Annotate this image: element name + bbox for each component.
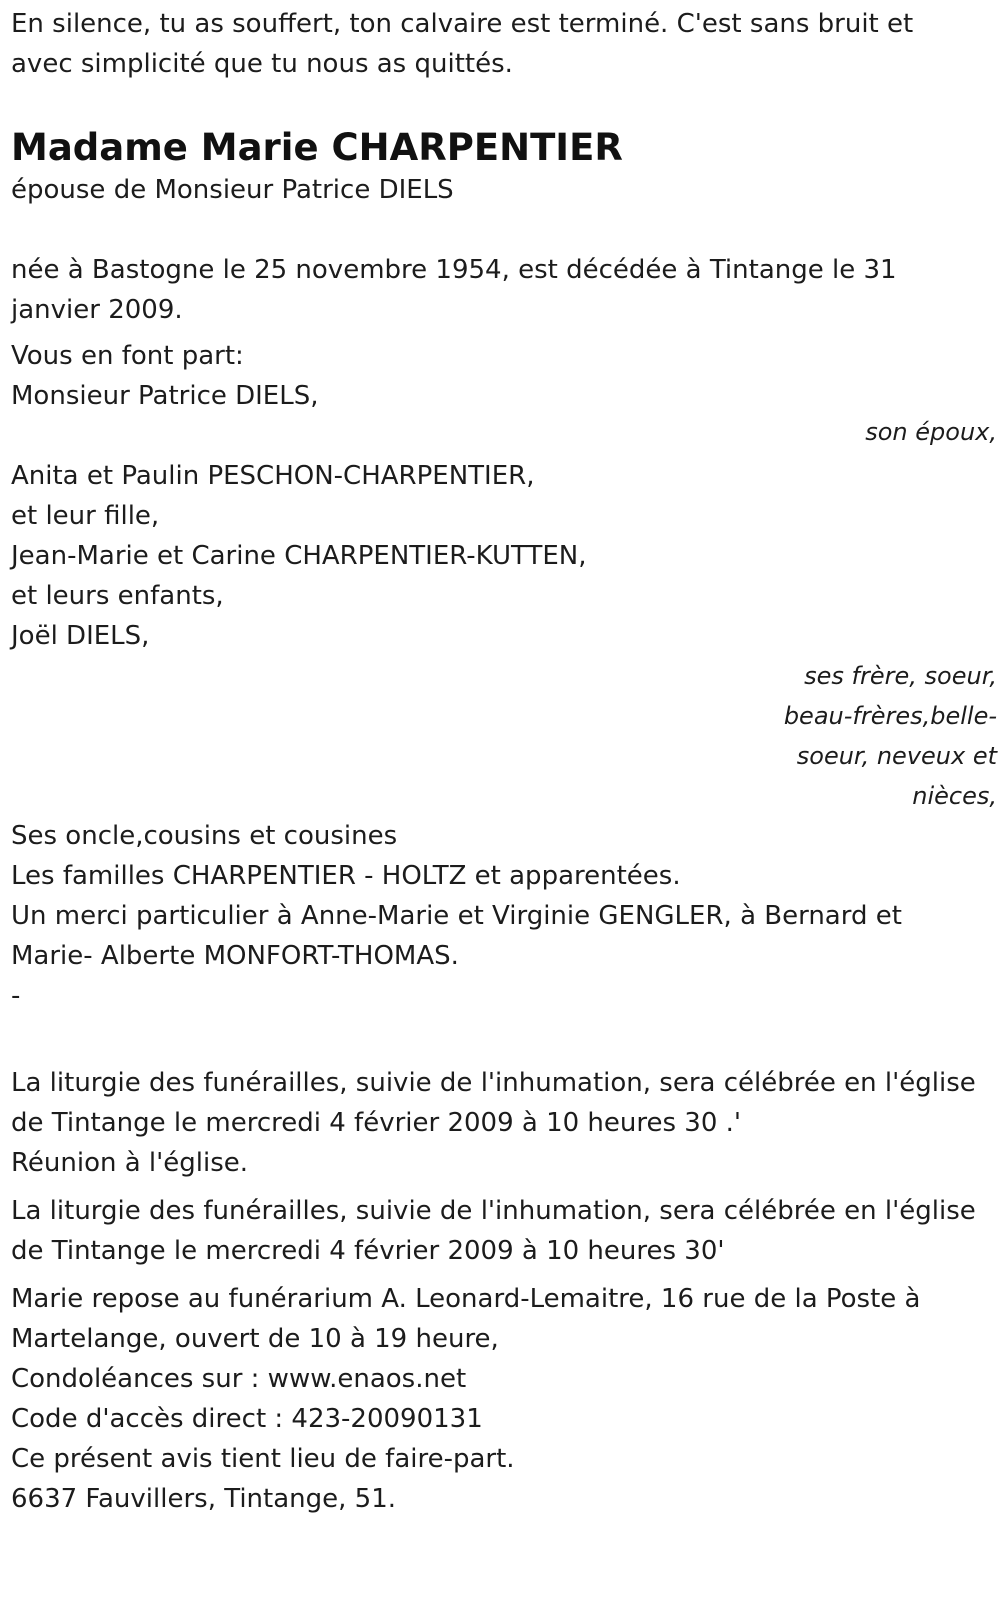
announcement-block bbox=[11, 336, 997, 1016]
deceased-name: Madame Marie CHARPENTIER bbox=[11, 126, 623, 169]
family-member: Jean-Marie et Carine CHARPENTIER-KUTTEN, bbox=[11, 541, 587, 571]
access-code-text: Code d'accès direct : 423-20090131 bbox=[11, 1404, 483, 1434]
funeral-text-1 bbox=[11, 1063, 997, 1143]
funerarium-line: Martelange, ouvert de 10 à 19 heure, bbox=[11, 1324, 499, 1354]
notice-text: Ce présent avis tient lieu de faire-part. bbox=[11, 1444, 515, 1474]
address-text: 6637 Fauvillers, Tintange, 51. bbox=[11, 1484, 396, 1514]
birth-line: née à Bastogne le 25 novembre 1954, est décédée à Tintange le 31 bbox=[11, 255, 897, 285]
others-line: Marie- Alberte MONFORT-THOMAS. bbox=[11, 941, 459, 971]
separator-dash: - bbox=[11, 981, 21, 1011]
others-line: Un merci particulier à Anne-Marie et Virginie GENGLER, à Bernard et bbox=[11, 901, 902, 931]
funeral-line: de Tintange le mercredi 4 février 2009 à 10 heures 30' bbox=[11, 1236, 725, 1266]
obituary-page bbox=[11, 4, 997, 1519]
reunion-text: Réunion à l'église. bbox=[11, 1148, 249, 1178]
family-member: Joël DIELS, bbox=[11, 621, 150, 651]
funerarium-line: Marie repose au funérarium A. Leonard-Lemaitre, 16 rue de la Poste à bbox=[11, 1284, 921, 1314]
intro-line: En silence, tu as souffert, ton calvaire est terminé. C'est sans bruit et bbox=[11, 9, 914, 39]
others-line: Ses oncle,cousins et cousines bbox=[11, 821, 398, 851]
intro-text bbox=[11, 4, 997, 84]
funeral-line: La liturgie des funérailles, suivie de l'inhumation, sera célébrée en l'église bbox=[11, 1068, 976, 1098]
intro-line: avec simplicité que tu nous as quittés. bbox=[11, 49, 513, 79]
birth-death-text bbox=[11, 250, 997, 330]
funeral-line: La liturgie des funérailles, suivie de l'inhumation, sera célébrée en l'église bbox=[11, 1196, 976, 1226]
funerarium-text bbox=[11, 1279, 997, 1359]
others-line: Les familles CHARPENTIER - HOLTZ et apparentées. bbox=[11, 861, 681, 891]
family-member: et leur fille, bbox=[11, 501, 160, 531]
birth-line: janvier 2009. bbox=[11, 295, 183, 325]
husband-name: Monsieur Patrice DIELS, bbox=[11, 381, 319, 411]
family-member: Anita et Paulin PESCHON-CHARPENTIER, bbox=[11, 461, 535, 491]
spouse-line: épouse de Monsieur Patrice DIELS bbox=[11, 175, 454, 205]
husband-role: son époux, bbox=[865, 418, 997, 446]
family-role-line: nièces, bbox=[912, 782, 997, 810]
family-role-line: ses frère, soeur, bbox=[804, 662, 997, 690]
family-role bbox=[777, 656, 997, 816]
condolences-text: Condoléances sur : www.enaos.net bbox=[11, 1364, 467, 1394]
family-role-line: beau-frères,belle- bbox=[783, 702, 997, 730]
family-member: et leurs enfants, bbox=[11, 581, 224, 611]
funeral-text-2 bbox=[11, 1191, 997, 1271]
announce-label: Vous en font part: bbox=[11, 341, 244, 371]
funeral-line: de Tintange le mercredi 4 février 2009 à 10 heures 30 .' bbox=[11, 1108, 742, 1138]
family-role-line: soeur, neveux et bbox=[796, 742, 997, 770]
